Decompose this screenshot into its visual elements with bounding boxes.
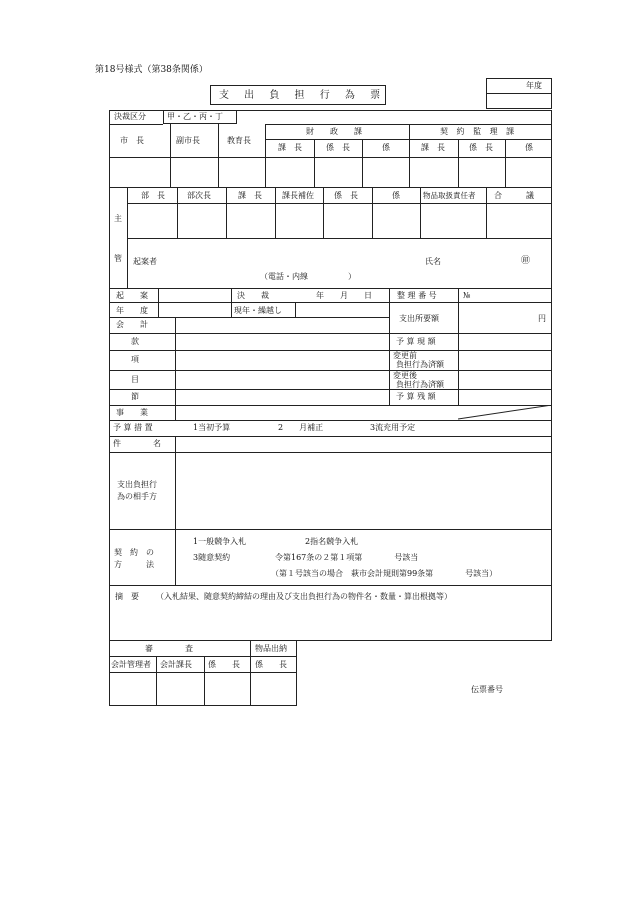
- keiyaku-header: 契 約 監 理 課: [440, 127, 518, 136]
- henkogo-label2: 負担行為済額: [396, 380, 444, 389]
- keiyaku-kacho: 課 長: [421, 143, 445, 152]
- en-label: 円: [538, 314, 546, 323]
- zaisei-kakari: 係: [382, 143, 390, 152]
- nendo-label: 年度: [526, 81, 542, 90]
- seiri-label: 整 理 番 号: [397, 291, 437, 300]
- tekiyo-label: 摘 要: [115, 592, 139, 601]
- budget-opt3: 3流充用予定: [370, 423, 416, 432]
- denwa-label: （電話・内線 ）: [260, 272, 356, 281]
- henkomae-label2: 負担行為済額: [396, 360, 444, 369]
- shukan-kan: 管: [114, 254, 122, 263]
- date-label: 年 月 日: [316, 291, 372, 300]
- kachohosa-header: 課長補佐: [282, 191, 314, 200]
- henkomae-label: 変更前: [393, 351, 417, 360]
- review-kakaricho2: 係 長: [255, 660, 287, 669]
- no-label: №: [463, 291, 471, 300]
- form-title: 支 出 負 担 行 為 票: [219, 90, 387, 101]
- kessai-row-label: 決 裁: [237, 291, 269, 300]
- kaikei-kacho: 会計課長: [160, 660, 192, 669]
- ko-label: 項: [131, 355, 139, 364]
- shimei-label: 氏名: [425, 257, 441, 266]
- zaisei-kakaricho: 係 長: [326, 143, 350, 152]
- keiyaku-kakaricho: 係 長: [469, 143, 493, 152]
- nendo-row-label: 年 度: [116, 306, 148, 315]
- zaisei-header: 財 政 課: [306, 127, 362, 136]
- kaikei-kanrisha: 会計管理者: [111, 660, 151, 669]
- method-label1: 契 約 の: [114, 548, 154, 557]
- diagonal-line: [458, 405, 552, 420]
- budget-opt2: 2 月補正: [278, 423, 324, 432]
- tekiyo-note: （入札結果、随意契約締結の理由及び支出負担行為の物件名・数量・算出根拠等）: [156, 592, 452, 601]
- jigyo-label: 事 業: [116, 408, 148, 417]
- kian-label: 起 案: [116, 291, 148, 300]
- keiyaku-kakari: 係: [525, 143, 533, 152]
- buppin-header: 物品取扱責任者: [423, 191, 476, 200]
- kakari-header: 係: [392, 191, 400, 200]
- kenmei-label: 件 名: [113, 439, 161, 448]
- kessai-label: 決裁区分: [114, 112, 146, 121]
- budget-label: 予 算 措 置: [113, 423, 153, 432]
- kan-label: 款: [131, 337, 139, 346]
- shicho-header: 市 長: [120, 136, 144, 145]
- buppin-suito-header: 物品出納: [255, 644, 287, 653]
- aigi-header: 合 議: [494, 191, 534, 200]
- shukan-shu: 主: [114, 214, 122, 223]
- budget-opt1: 1当初予算: [193, 423, 231, 432]
- kakaricho-header: 係 長: [334, 191, 358, 200]
- setsu-label: 節: [131, 392, 139, 401]
- fukubucho-header: 部次長: [187, 191, 211, 200]
- slip-number-label: 伝票番号: [471, 685, 503, 694]
- moku-label: 目: [131, 375, 139, 384]
- method-opt2: 2指名競争入札: [305, 537, 359, 546]
- yosan-zangaku-label: 予 算 残 額: [396, 392, 436, 401]
- henkogo-label: 変更後: [393, 371, 417, 380]
- shishutsu-label: 支出所要額: [399, 314, 439, 323]
- method-opt3: 3随意契約: [193, 553, 231, 562]
- seal-mark: ㊞: [521, 256, 531, 266]
- review-kakaricho: 係 長: [208, 660, 240, 669]
- aite-label2: 為の相手方: [117, 492, 157, 501]
- method-opt3b: 令第167条の２第１項第 号該当: [275, 553, 419, 562]
- zaisei-kacho: 課 長: [278, 143, 302, 152]
- kessai-options: 甲・乙・丙・丁: [167, 112, 223, 121]
- kacho-header: 課 長: [238, 191, 262, 200]
- kiansha-label: 起案者: [133, 257, 157, 266]
- method-note: （第１号該当の場合 萩市会計規則第99条第 号該当）: [271, 569, 498, 578]
- method-opt1: 1一般競争入札: [193, 537, 247, 546]
- aite-label1: 支出負担行: [117, 480, 157, 489]
- method-label2: 方 法: [114, 560, 154, 569]
- genkurikoshi-label: 現年・繰越し: [234, 306, 282, 315]
- fukushicho-header: 副市長: [176, 136, 200, 145]
- shinsa-header: 審 査: [145, 644, 193, 653]
- form-number: 第18号様式（第38条関係）: [95, 65, 208, 75]
- bucho-header: 部 長: [141, 191, 165, 200]
- kyoikucho-header: 教育長: [227, 136, 251, 145]
- yosan-gengaku-label: 予 算 現 額: [396, 337, 436, 346]
- kaikei-label: 会 計: [116, 320, 148, 329]
